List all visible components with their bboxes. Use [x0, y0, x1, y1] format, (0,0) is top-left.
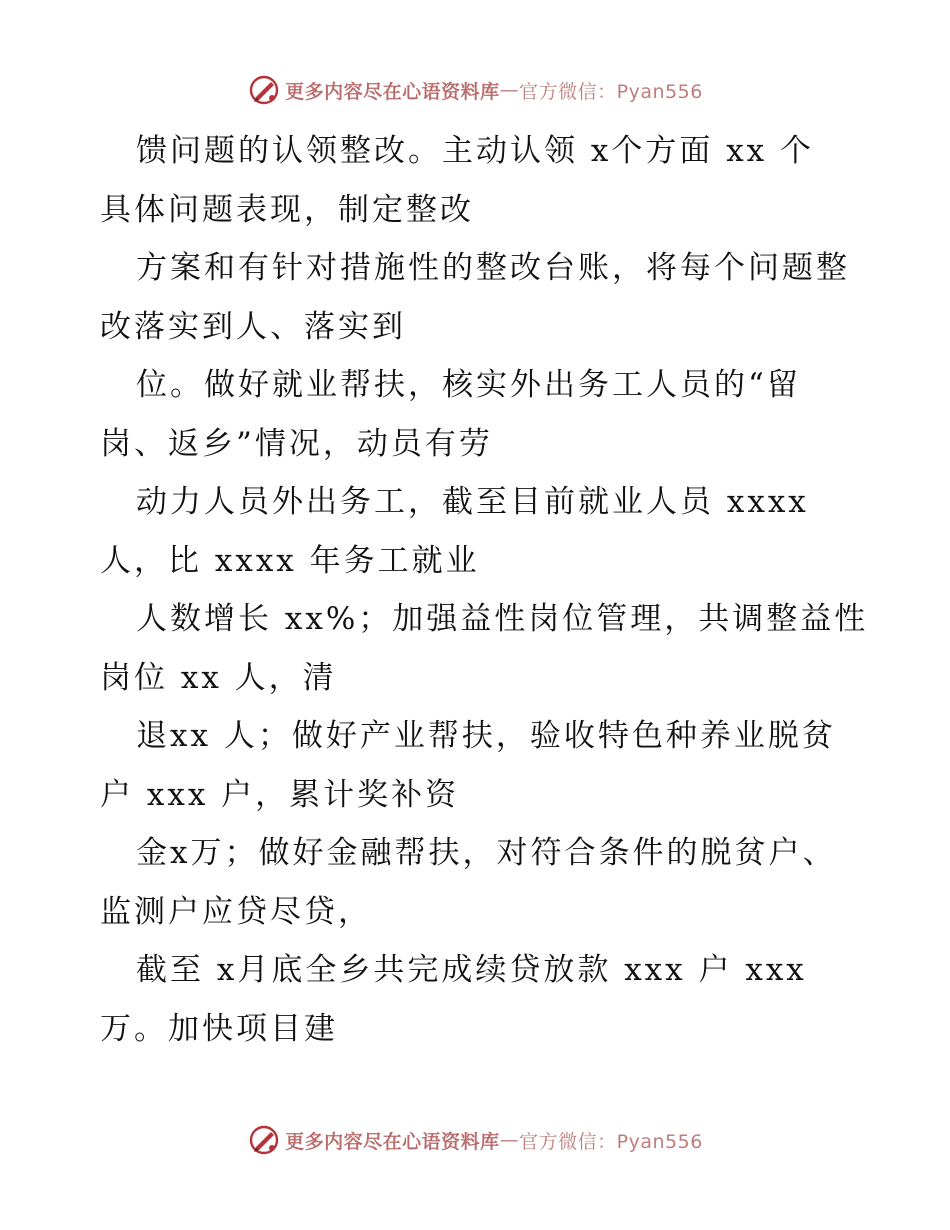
body-line-15: 截至 x月底全乡共完成续贷放款 xxx 户 xxx	[136, 952, 807, 988]
document-body	[100, 122, 869, 1058]
body-line-8: 人，比 xxxx 年务工就业	[100, 542, 480, 579]
body-line-3: 方案和有针对措施性的整改台账，将每个问题整	[136, 250, 850, 286]
watermark-dash: —	[499, 1129, 520, 1151]
body-line-12: 户 xxx 户，累计奖补资	[100, 776, 460, 813]
body-line-10: 岗位 xx 人，清	[100, 659, 337, 696]
watermark-dash: —	[499, 79, 520, 101]
footer-watermark	[0, 1120, 950, 1160]
body-line-4: 改落实到人、落实到	[100, 308, 406, 345]
body-line-14: 监测户应贷尽贷，	[100, 893, 372, 930]
body-line-9: 人数增长 xx%；加强益性岗位管理，共调整益性	[136, 601, 869, 637]
watermark-wechat-text: 官方微信：Pyan556	[519, 1130, 703, 1153]
body-line-1: 馈问题的认领整改。主动认领 x个方面 xx 个	[136, 133, 815, 169]
pen-seal-logo-icon	[247, 1123, 281, 1157]
body-line-11: 退xx 人；做好产业帮扶，验收特色种养业脱贫	[136, 718, 836, 754]
body-line-2: 具体问题表现，制定整改	[100, 191, 474, 228]
pen-seal-logo-icon	[247, 73, 281, 107]
body-line-6: 岗、返乡”情况，动员有劳	[100, 425, 493, 462]
body-line-16: 万。加快项目建	[100, 1010, 338, 1047]
header-watermark	[0, 70, 950, 110]
watermark-brand-text: 更多内容尽在心语资料库	[285, 1130, 500, 1153]
watermark-brand-text: 更多内容尽在心语资料库	[285, 80, 500, 103]
body-line-5: 位。做好就业帮扶，核实外出务工人员的“留	[136, 367, 801, 403]
body-line-7: 动力人员外出务工，截至目前就业人员 xxxx	[136, 484, 809, 520]
body-line-13: 金x万；做好金融帮扶，对符合条件的脱贫户、	[136, 835, 837, 871]
watermark-wechat-text: 官方微信：Pyan556	[519, 80, 703, 103]
